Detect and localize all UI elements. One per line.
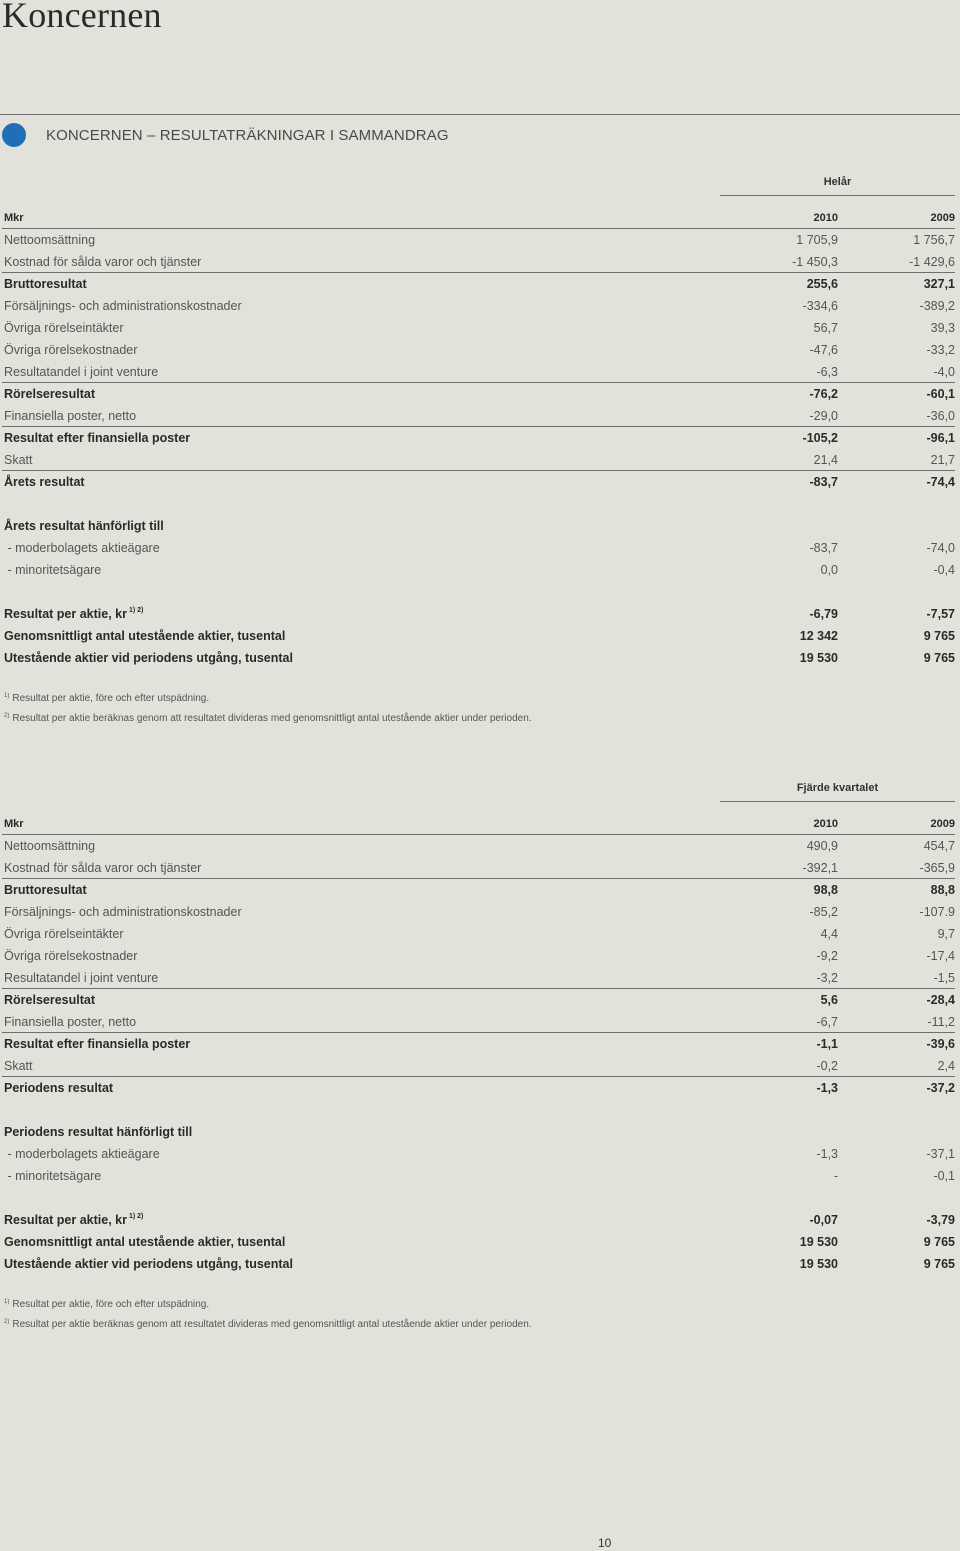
value-2010: -83,7 bbox=[809, 541, 838, 555]
row-label-text: Periodens resultat bbox=[4, 1081, 114, 1095]
table-row bbox=[0, 383, 955, 405]
value-2009: -17,4 bbox=[926, 949, 955, 963]
table-row bbox=[0, 251, 955, 273]
row-label bbox=[4, 1077, 113, 1099]
row-label bbox=[4, 273, 87, 295]
row-label bbox=[4, 989, 95, 1011]
row-label bbox=[4, 945, 137, 967]
row-label bbox=[4, 471, 85, 493]
footnote bbox=[4, 1299, 209, 1310]
column-header-2009: 2009 bbox=[930, 818, 955, 830]
row-label bbox=[4, 449, 33, 471]
period-label: Fjärde kvartalet bbox=[720, 782, 955, 802]
footnote-mark: 2) bbox=[4, 1319, 10, 1325]
value-2010: -6,79 bbox=[809, 607, 838, 621]
row-label-text: Resultat per aktie, kr bbox=[4, 1213, 127, 1227]
row-label-text: Resultatandel i joint venture bbox=[4, 971, 159, 985]
value-2009: 9 765 bbox=[923, 1257, 955, 1271]
value-2009: -37,2 bbox=[926, 1081, 955, 1095]
value-2010: -334,6 bbox=[802, 299, 838, 313]
table-row bbox=[0, 603, 955, 625]
value-2010: -392,1 bbox=[802, 861, 838, 875]
value-2009: -37,1 bbox=[926, 1147, 955, 1161]
value-2009: 21,7 bbox=[930, 453, 955, 467]
row-label-text: Utestående aktier vid periodens utgång, tusental bbox=[4, 1257, 293, 1271]
table-row bbox=[0, 339, 955, 361]
row-label bbox=[4, 361, 158, 383]
value-2010: -0,2 bbox=[816, 1059, 838, 1073]
value-2009: -389,2 bbox=[919, 299, 955, 313]
row-label-text: Rörelseresultat bbox=[4, 993, 96, 1007]
table-row bbox=[0, 1055, 955, 1077]
footnote-text: Resultat per aktie beräknas genom att resultatet divideras med genomsnittligt antal utestående aktier under perioden. bbox=[12, 1319, 532, 1330]
table-row bbox=[0, 989, 955, 1011]
column-header-2010: 2010 bbox=[813, 212, 838, 224]
table-row bbox=[0, 1077, 955, 1099]
value-2010: 21,4 bbox=[813, 453, 838, 467]
table-row bbox=[0, 537, 955, 559]
row-label-text: Resultat efter finansiella poster bbox=[4, 431, 191, 445]
table-row bbox=[0, 361, 955, 383]
footnote-mark: 1) bbox=[4, 693, 10, 699]
row-label-text: Periodens resultat hänförligt till bbox=[4, 1125, 193, 1139]
row-label bbox=[4, 295, 242, 317]
table-row bbox=[0, 1253, 955, 1275]
table-header-row bbox=[0, 207, 955, 229]
row-label-text: Övriga rörelsekostnader bbox=[4, 949, 138, 963]
row-label-text: Årets resultat hänförligt till bbox=[4, 519, 164, 533]
value-2010: 19 530 bbox=[799, 1235, 838, 1249]
table-row bbox=[0, 427, 955, 449]
value-2009: -33,2 bbox=[926, 343, 955, 357]
row-label bbox=[4, 1055, 33, 1077]
row-label bbox=[4, 1011, 136, 1033]
table-row bbox=[0, 515, 955, 537]
row-label bbox=[4, 537, 160, 559]
row-label-text: Genomsnittligt antal utestående aktier, tusental bbox=[4, 1235, 286, 1249]
value-2009: -74,4 bbox=[926, 475, 955, 489]
value-2009: -39,6 bbox=[926, 1037, 955, 1051]
value-2010: -6,3 bbox=[816, 365, 838, 379]
row-label bbox=[4, 967, 158, 989]
row-label-text: Genomsnittligt antal utestående aktier, tusental bbox=[4, 629, 286, 643]
row-label bbox=[4, 339, 137, 361]
table-row bbox=[0, 1011, 955, 1033]
value-2009: -74,0 bbox=[926, 541, 955, 555]
table-row bbox=[0, 405, 955, 427]
footnote-text: Resultat per aktie beräknas genom att resultatet divideras med genomsnittligt antal utestående aktier under perioden. bbox=[12, 713, 532, 724]
row-label-text: Bruttoresultat bbox=[4, 883, 87, 897]
column-header-2010: 2010 bbox=[813, 818, 838, 830]
row-label-text: Utestående aktier vid periodens utgång, tusental bbox=[4, 651, 293, 665]
footnote-reference: 1) 2) bbox=[128, 607, 144, 614]
row-label-text: Resultat per aktie, kr bbox=[4, 607, 127, 621]
value-2010: 1 705,9 bbox=[796, 233, 838, 247]
row-label-text: - minoritetsägare bbox=[4, 1169, 102, 1183]
row-label-text: Skatt bbox=[4, 453, 33, 467]
row-label-text: Försäljnings- och administrationskostnader bbox=[4, 905, 242, 919]
value-2009: -11,2 bbox=[927, 1015, 955, 1029]
value-2010: -83,7 bbox=[809, 475, 838, 489]
table-row bbox=[0, 1165, 955, 1187]
section-title: KONCERNEN – RESULTATRÄKNINGAR I SAMMANDRAG bbox=[46, 127, 449, 144]
value-2009: -107.9 bbox=[919, 905, 955, 919]
value-2010: 5,6 bbox=[820, 993, 838, 1007]
row-label bbox=[4, 515, 164, 537]
table-row bbox=[0, 625, 955, 647]
table-row bbox=[0, 1033, 955, 1055]
value-2010: -29,0 bbox=[809, 409, 838, 423]
table-row bbox=[0, 559, 955, 581]
row-label bbox=[4, 647, 293, 669]
value-2009: -60,1 bbox=[926, 387, 955, 401]
value-2010: -1,3 bbox=[816, 1081, 838, 1095]
value-2010: -6,7 bbox=[816, 1015, 838, 1029]
table-row bbox=[0, 1121, 955, 1143]
table-row bbox=[0, 449, 955, 471]
row-label bbox=[4, 923, 124, 945]
value-2009: -96,1 bbox=[926, 431, 955, 445]
row-label-text: Årets resultat bbox=[4, 475, 85, 489]
table-row bbox=[0, 295, 955, 317]
row-label bbox=[4, 835, 95, 857]
value-2009: -1,5 bbox=[933, 971, 955, 985]
title-divider bbox=[0, 114, 960, 115]
table-row bbox=[0, 647, 955, 669]
value-2009: 9 765 bbox=[923, 651, 955, 665]
value-2009: -4,0 bbox=[933, 365, 955, 379]
row-label-text: Resultatandel i joint venture bbox=[4, 365, 159, 379]
value-2010: -9,2 bbox=[816, 949, 838, 963]
value-2010: 56,7 bbox=[813, 321, 838, 335]
table-row bbox=[0, 857, 955, 879]
table-row bbox=[0, 273, 955, 295]
table-row bbox=[0, 471, 955, 493]
value-2010: 490,9 bbox=[806, 839, 838, 853]
value-2009: 9 765 bbox=[923, 629, 955, 643]
column-header-label: Mkr bbox=[4, 212, 24, 224]
value-2010: -1,3 bbox=[816, 1147, 838, 1161]
row-label bbox=[4, 1033, 190, 1055]
table-row bbox=[0, 835, 955, 857]
row-label-text: Finansiella poster, netto bbox=[4, 409, 137, 423]
value-2009: -36,0 bbox=[926, 409, 955, 423]
row-label-text: Övriga rörelseintäkter bbox=[4, 321, 124, 335]
value-2009: 1 756,7 bbox=[913, 233, 955, 247]
value-2010: -76,2 bbox=[809, 387, 838, 401]
value-2009: 9,7 bbox=[937, 927, 955, 941]
page-title: Koncernen bbox=[2, 0, 162, 35]
value-2009: 327,1 bbox=[923, 277, 955, 291]
row-label-text: Övriga rörelseintäkter bbox=[4, 927, 124, 941]
value-2010: -3,2 bbox=[816, 971, 838, 985]
table-row bbox=[0, 229, 955, 251]
value-2009: 9 765 bbox=[923, 1235, 955, 1249]
footnote bbox=[4, 693, 209, 704]
value-2010: -1,1 bbox=[816, 1037, 838, 1051]
value-2010: -47,6 bbox=[809, 343, 838, 357]
table-row bbox=[0, 1231, 955, 1253]
value-2010: -85,2 bbox=[809, 905, 838, 919]
row-label bbox=[4, 427, 190, 449]
value-2009: -28,4 bbox=[926, 993, 955, 1007]
table-row bbox=[0, 879, 955, 901]
table-row bbox=[0, 923, 955, 945]
value-2009: 454,7 bbox=[923, 839, 955, 853]
row-label bbox=[4, 251, 201, 273]
row-label-text: Finansiella poster, netto bbox=[4, 1015, 137, 1029]
value-2010: 0,0 bbox=[820, 563, 838, 577]
row-label-text: Rörelseresultat bbox=[4, 387, 96, 401]
value-2010: -1 450,3 bbox=[792, 255, 838, 269]
row-label bbox=[4, 603, 143, 625]
row-label-text: Kostnad för sålda varor och tjänster bbox=[4, 861, 202, 875]
value-2010: 4,4 bbox=[820, 927, 838, 941]
row-label-text: - moderbolagets aktieägare bbox=[4, 541, 160, 555]
row-label bbox=[4, 625, 285, 647]
value-2009: 88,8 bbox=[930, 883, 955, 897]
row-label-text: - minoritetsägare bbox=[4, 563, 102, 577]
column-header-label: Mkr bbox=[4, 818, 24, 830]
value-2010: 19 530 bbox=[799, 651, 838, 665]
footnote bbox=[4, 713, 532, 724]
period-label: Helår bbox=[720, 176, 955, 196]
row-label-text: Övriga rörelsekostnader bbox=[4, 343, 138, 357]
row-label bbox=[4, 1143, 160, 1165]
table-row bbox=[0, 1209, 955, 1231]
value-2009: -0,4 bbox=[933, 563, 955, 577]
row-label-text: Nettoomsättning bbox=[4, 839, 96, 853]
value-2009: 2,4 bbox=[937, 1059, 955, 1073]
row-label bbox=[4, 1209, 143, 1231]
table-row bbox=[0, 901, 955, 923]
value-2009: -1 429,6 bbox=[909, 255, 955, 269]
row-label bbox=[4, 1253, 293, 1275]
row-label-text: Resultat efter finansiella poster bbox=[4, 1037, 191, 1051]
row-label-text: Bruttoresultat bbox=[4, 277, 87, 291]
table-row bbox=[0, 967, 955, 989]
row-label bbox=[4, 383, 95, 405]
value-2010: 255,6 bbox=[806, 277, 838, 291]
value-2009: 39,3 bbox=[930, 321, 955, 335]
footnote-mark: 1) bbox=[4, 1299, 10, 1305]
row-label-text: Försäljnings- och administrationskostnader bbox=[4, 299, 242, 313]
value-2010: -105,2 bbox=[802, 431, 838, 445]
value-2009: -7,57 bbox=[926, 607, 955, 621]
row-label-text: - moderbolagets aktieägare bbox=[4, 1147, 160, 1161]
value-2010: 12 342 bbox=[799, 629, 838, 643]
column-header-2009: 2009 bbox=[930, 212, 955, 224]
footnote-text: Resultat per aktie, före och efter utspädning. bbox=[12, 1299, 210, 1310]
value-2010: 98,8 bbox=[813, 883, 838, 897]
table-header-row bbox=[0, 813, 955, 835]
row-label-text: Nettoomsättning bbox=[4, 233, 96, 247]
row-label-text: Skatt bbox=[4, 1059, 33, 1073]
row-label bbox=[4, 405, 136, 427]
value-2010: - bbox=[833, 1169, 838, 1183]
row-label bbox=[4, 879, 87, 901]
table-row bbox=[0, 1143, 955, 1165]
value-2010: -0,07 bbox=[809, 1213, 838, 1227]
table-row bbox=[0, 317, 955, 339]
table-row bbox=[0, 945, 955, 967]
row-label-text: Kostnad för sålda varor och tjänster bbox=[4, 255, 202, 269]
value-2009: -365,9 bbox=[919, 861, 955, 875]
row-label bbox=[4, 857, 201, 879]
row-label bbox=[4, 901, 242, 923]
footnote-mark: 2) bbox=[4, 713, 10, 719]
page-number: 10 bbox=[598, 1536, 612, 1550]
row-label bbox=[4, 1231, 285, 1253]
footnote bbox=[4, 1319, 532, 1330]
value-2009: -0,1 bbox=[933, 1169, 955, 1183]
value-2009: -3,79 bbox=[926, 1213, 955, 1227]
value-2010: 19 530 bbox=[799, 1257, 838, 1271]
row-label bbox=[4, 1165, 101, 1187]
row-label bbox=[4, 317, 124, 339]
section-bullet-icon bbox=[2, 123, 26, 147]
row-label bbox=[4, 229, 95, 251]
row-label bbox=[4, 1121, 192, 1143]
row-label bbox=[4, 559, 101, 581]
footnote-text: Resultat per aktie, före och efter utspädning. bbox=[12, 693, 210, 704]
footnote-reference: 1) 2) bbox=[128, 1213, 144, 1220]
